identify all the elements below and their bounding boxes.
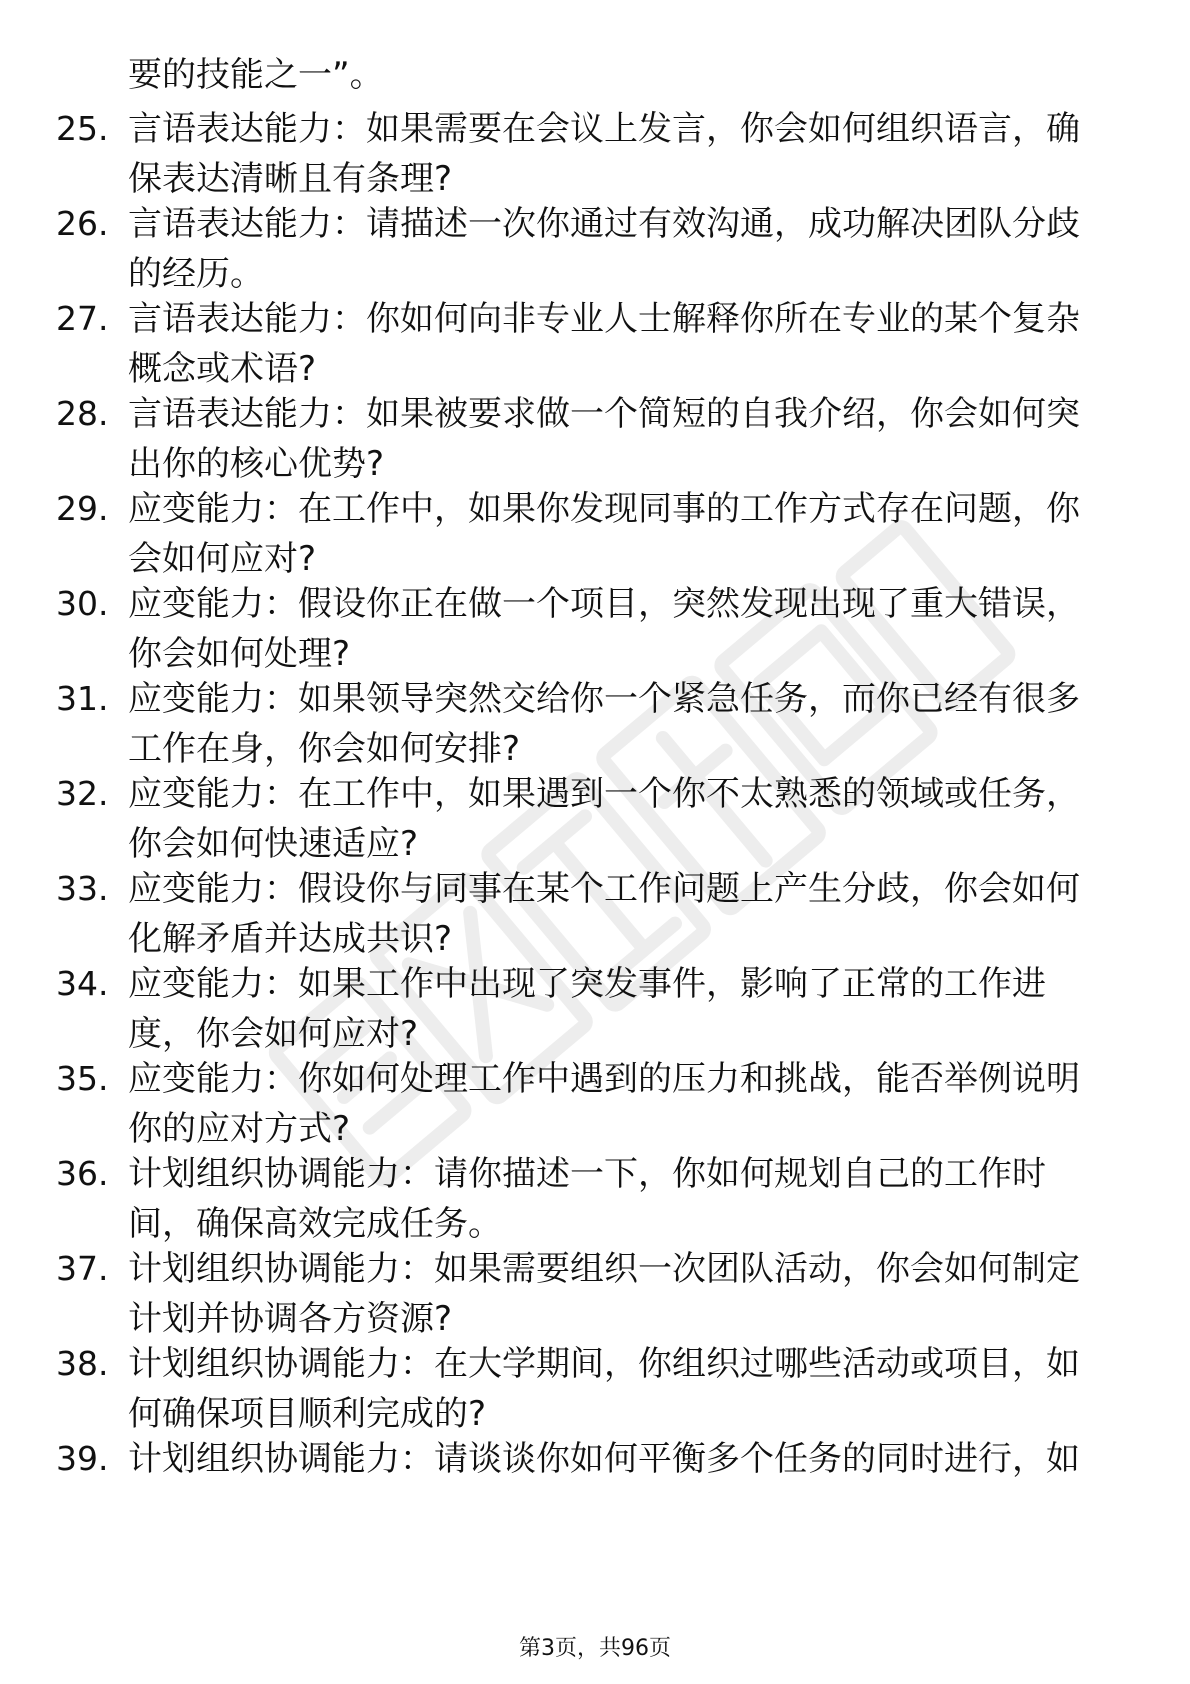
item-text-line: 应变能力：你如何处理工作中遇到的压力和挑战，能否举例说明 xyxy=(128,1059,1080,1099)
item-text xyxy=(128,1149,1108,1249)
item-text-line: 应变能力：假设你与同事在某个工作问题上产生分歧，你会如何 xyxy=(128,869,1080,909)
item-number: 28. xyxy=(56,394,109,433)
item-text xyxy=(128,484,1108,584)
item-number: 34. xyxy=(56,964,109,1003)
item-number: 39. xyxy=(56,1439,109,1478)
item-text-line: 计划并协调各方资源? xyxy=(128,1299,453,1339)
item-text xyxy=(128,199,1108,299)
item-number: 26. xyxy=(56,204,109,243)
item-text-line: 应变能力：在工作中，如果遇到一个你不太熟悉的领域或任务， xyxy=(128,774,1080,814)
item-text-line: 计划组织协调能力：在大学期间，你组织过哪些活动或项目，如 xyxy=(128,1344,1080,1384)
item-text-line: 应变能力：如果工作中出现了突发事件，影响了正常的工作进 xyxy=(128,964,1046,1004)
item-number: 27. xyxy=(56,299,109,338)
item-text-line: 言语表达能力：请描述一次你通过有效沟通，成功解决团队分歧 xyxy=(128,204,1080,244)
item-text-line: 概念或术语? xyxy=(128,349,317,389)
item-number: 30. xyxy=(56,584,109,623)
item-text-line: 你会如何快速适应? xyxy=(128,824,419,864)
item-text-line: 你的应对方式? xyxy=(128,1109,351,1149)
item-text-line: 应变能力：在工作中，如果你发现同事的工作方式存在问题，你 xyxy=(128,489,1080,529)
item-text xyxy=(128,294,1108,394)
item-text-line: 工作在身，你会如何安排? xyxy=(128,729,521,769)
item-number: 31. xyxy=(56,679,109,718)
item-text xyxy=(128,674,1108,774)
item-text-line: 间，确保高效完成任务。 xyxy=(128,1204,502,1244)
item-text-line: 会如何应对? xyxy=(128,539,317,579)
item-text xyxy=(128,104,1108,204)
item-number: 36. xyxy=(56,1154,109,1193)
item-text-line: 何确保项目顺利完成的? xyxy=(128,1394,487,1434)
item-number: 35. xyxy=(56,1059,109,1098)
item-number: 33. xyxy=(56,869,109,908)
item-text-line: 言语表达能力：如果需要在会议上发言，你会如何组织语言，确 xyxy=(128,109,1080,149)
item-text-line: 计划组织协调能力：如果需要组织一次团队活动，你会如何制定 xyxy=(128,1249,1080,1289)
item-text xyxy=(128,1339,1108,1439)
item-number: 25. xyxy=(56,109,109,148)
item-text-line: 计划组织协调能力：请你描述一下，你如何规划自己的工作时 xyxy=(128,1154,1046,1194)
item-number: 29. xyxy=(56,489,109,528)
item-text-line: 化解矛盾并达成共识? xyxy=(128,919,453,959)
item-text xyxy=(128,579,1108,679)
item-number: 38. xyxy=(56,1344,109,1383)
item-text-line: 应变能力：如果领导突然交给你一个紧急任务，而你已经有很多 xyxy=(128,679,1080,719)
item-text-line: 保表达清晰且有条理? xyxy=(128,159,453,199)
item-text-line: 言语表达能力：如果被要求做一个简短的自我介绍，你会如何突 xyxy=(128,394,1080,434)
item-text xyxy=(128,1054,1108,1154)
item-text xyxy=(128,959,1108,1059)
item-text-line: 出你的核心优势? xyxy=(128,444,385,484)
item-text xyxy=(128,1434,1108,1484)
item-text-line: 的经历。 xyxy=(128,254,264,294)
page-footer: 第3页，共96页 xyxy=(519,1636,671,1661)
item-number: 32. xyxy=(56,774,109,813)
item-text xyxy=(128,1244,1108,1344)
item-text xyxy=(128,864,1108,964)
continuation-text: 要的技能之一”。 xyxy=(128,55,384,95)
item-text-line: 计划组织协调能力：请谈谈你如何平衡多个任务的同时进行，如 xyxy=(128,1439,1080,1479)
item-text-line: 言语表达能力：你如何向非专业人士解释你所在专业的某个复杂 xyxy=(128,299,1080,339)
item-number: 37. xyxy=(56,1249,109,1288)
item-text-line: 你会如何处理? xyxy=(128,634,351,674)
item-text xyxy=(128,769,1108,869)
item-text-line: 应变能力：假设你正在做一个项目，突然发现出现了重大错误， xyxy=(128,584,1080,624)
item-text xyxy=(128,389,1108,489)
item-text-line: 度，你会如何应对? xyxy=(128,1014,419,1054)
